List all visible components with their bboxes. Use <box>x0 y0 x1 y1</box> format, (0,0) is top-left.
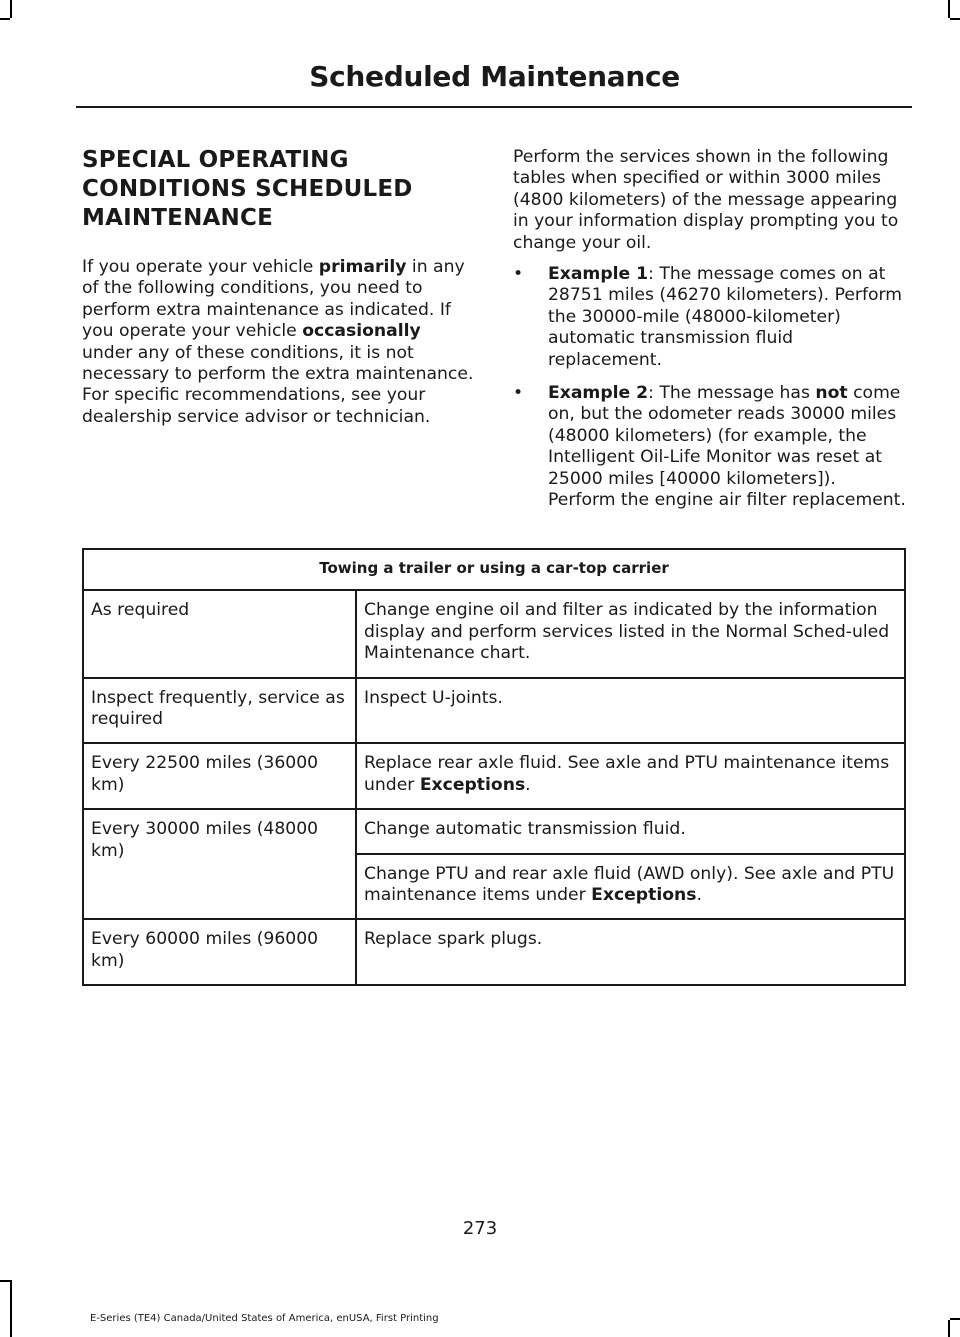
intro-paragraph <box>82 257 476 428</box>
list-item <box>513 383 908 511</box>
text-run: Change PTU and rear axle fluid (AWD only). See axle and PTU maintenance items under <box>364 863 895 906</box>
examples-list <box>513 264 908 511</box>
interval-cell: Inspect frequently, service as required <box>83 678 356 744</box>
text-run: . <box>525 774 531 795</box>
interval-cell: Every 60000 miles (96000 km) <box>83 919 356 985</box>
table-row <box>83 809 905 853</box>
service-cell: Replace spark plugs. <box>356 919 905 985</box>
service-cell: Change engine oil and filter as indicated by the information display and perform services listed in the Normal Sched-uled Maintenance chart. <box>356 590 905 677</box>
exceptions-ref: Exceptions <box>591 885 697 906</box>
maintenance-table <box>82 548 906 986</box>
table-row <box>83 919 905 985</box>
text-run: come on, but the odometer reads 30000 miles (48000 kilometers) (for example, the Intelligent Oil-Life Monitor was reset at 25000 miles [40000 kilometers]). Perform the engine air filter replacement. <box>548 383 906 511</box>
example-label: Example 1 <box>548 264 649 285</box>
emphasis-primarily: primarily <box>318 257 407 277</box>
page-number: 273 <box>462 1218 498 1239</box>
page-heading <box>82 146 476 233</box>
table-row <box>83 590 905 677</box>
heading-line: CONDITIONS SCHEDULED <box>82 176 413 202</box>
text-run: in any of the following conditions, you need to perform extra maintenance as indicated. If you operate your vehicle <box>82 257 465 342</box>
example-label: Example 2 <box>548 383 649 404</box>
heading-line: SPECIAL OPERATING <box>82 147 349 173</box>
bullet: • <box>513 264 524 285</box>
table-row <box>83 678 905 744</box>
exceptions-ref: Exceptions <box>419 774 526 795</box>
crop-mark <box>950 18 960 20</box>
service-cell: Change automatic transmission fluid. <box>356 809 905 853</box>
table-header-row <box>83 549 905 590</box>
interval-cell: Every 22500 miles (36000 km) <box>83 743 356 809</box>
emphasis-occasionally: occasionally <box>302 321 421 342</box>
text-run: If you operate your vehicle <box>82 257 319 277</box>
services-paragraph: Perform the services shown in the following tables when specified or within 3000 miles (4800 kilometers) of the message appearing in your information display prompting you to change your oil. <box>513 147 899 253</box>
service-cell: Inspect U-joints. <box>356 678 905 744</box>
service-cell <box>356 743 905 809</box>
section-title: Scheduled Maintenance <box>309 60 680 93</box>
crop-mark <box>10 1280 12 1337</box>
list-item <box>513 264 908 371</box>
emphasis-not: not <box>815 383 848 404</box>
service-cell <box>356 854 905 920</box>
footer-text: E-Series (TE4) Canada/United States of America, enUSA, First Printing <box>90 1313 439 1324</box>
interval-cell: Every 30000 miles (48000 km) <box>83 809 356 919</box>
crop-mark <box>0 18 10 20</box>
heading-line: MAINTENANCE <box>82 205 273 231</box>
text-run: . <box>696 885 702 906</box>
left-column <box>82 146 476 428</box>
table-title: Towing a trailer or using a car-top carrier <box>83 549 905 590</box>
text-run: : The message comes on at 28751 miles (46270 kilometers). Perform the 30000-mile (48000-kilometer) automatic transmission fluid replacement. <box>548 264 903 370</box>
interval-cell: As required <box>83 590 356 677</box>
text-run: : The message has <box>648 383 816 404</box>
header-divider <box>76 106 912 108</box>
bullet: • <box>513 383 524 404</box>
crop-mark <box>948 0 950 18</box>
text-run: under any of these conditions, it is not necessary to perform the extra maintenance. For specific recommendations, see your dealership service advisor or technician. <box>82 342 474 427</box>
crop-mark <box>10 0 12 18</box>
crop-mark <box>948 1320 950 1337</box>
right-column <box>513 147 908 524</box>
crop-mark <box>950 1318 960 1320</box>
crop-mark <box>0 1280 10 1282</box>
table-row <box>83 743 905 809</box>
text-run: Replace rear axle fluid. See axle and PTU maintenance items under <box>364 753 890 795</box>
